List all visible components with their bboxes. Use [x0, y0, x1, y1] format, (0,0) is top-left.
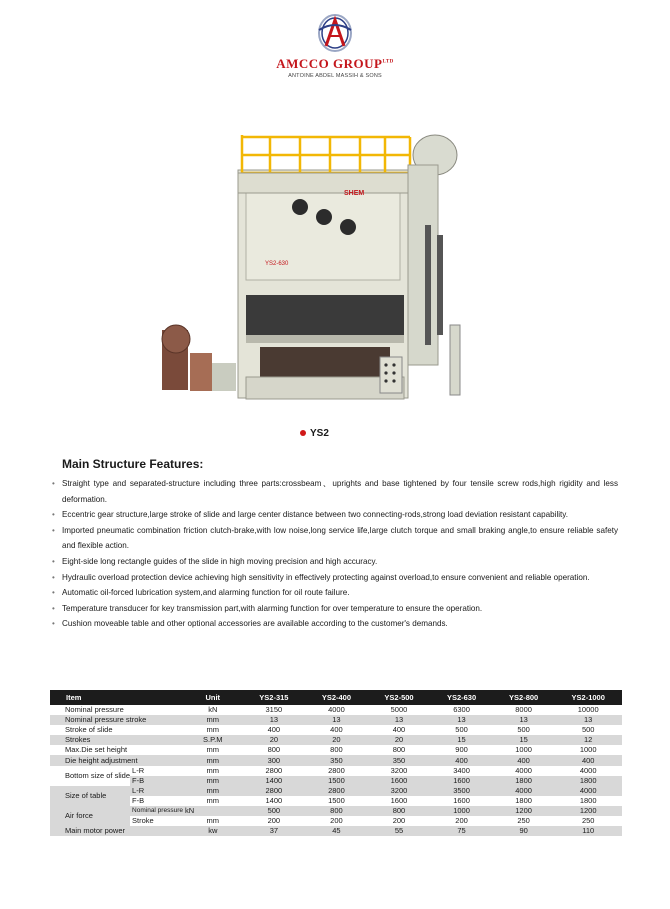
specs-table: [50, 690, 622, 836]
table-row: Bottom size of slide L-R mm 2800 2800 3200 3400 4000 4000: [50, 766, 622, 776]
feature-item: • Straight type and separated-structure including three parts:crossbeam、uprights and base tightened by four tensile screw rods,high rigidity and less deformation.: [52, 476, 618, 507]
header-model: YS2-500: [368, 690, 431, 705]
red-dot-icon: [300, 430, 306, 436]
bullet-icon: •: [52, 556, 55, 566]
table-row: Stroke of slide mm 400 400 400 500 500 500: [65, 725, 595, 735]
table-row: Nominal pressure stroke mm 13 13 13 13 13 13: [50, 715, 622, 725]
feature-item: • Imported pneumatic combination friction clutch-brake,with low noise,long service life,large clutch torque and small braking angle,to ensure reliable safety and flexible action.: [52, 523, 618, 554]
table-row: F-B mm 1400 1500 1600 1600 1800 1800: [132, 795, 597, 805]
feature-item: • Cushion moveable table and other optional accessories are available according to the customer's demands.: [52, 616, 618, 632]
features-list: [52, 476, 618, 632]
table-row: F-B mm 1400 1500 1600 1600 1800 1800: [50, 776, 622, 786]
feature-item: • Eccentric gear structure,large stroke of slide and large center distance between two connecting-rods,strong load deviation resistant capability.: [52, 507, 618, 523]
table-row: Die height adjustment mm 300 350 350 400 400 400: [50, 755, 622, 765]
bullet-icon: •: [52, 525, 55, 535]
header-item: Item: [50, 690, 183, 705]
bullet-icon: •: [52, 603, 55, 613]
brand-subtitle: ANTOINE ABDEL MASSIH & SONS: [288, 73, 382, 79]
machine-label-top: SHEM: [344, 190, 365, 197]
machine-label-side: YS2-630: [265, 261, 289, 267]
features-title: Main Structure Features:: [62, 457, 204, 471]
feature-item: • Temperature transducer for key transmission part,with alarming function for over temperature to ensure the operation.: [52, 601, 618, 617]
header-unit: Unit: [183, 690, 243, 705]
feature-item: • Eight-side long rectangle guides of the slide in high moving precision and high accuracy.: [52, 554, 618, 570]
table-row: Main motor power kw 37 45 55 75 90 110: [50, 826, 622, 836]
brand-name: AMCCO $GROUP^{LTD}$: [276, 56, 394, 71]
feature-item: • Hydraulic overload protection device achieving high sensitivity in effectively protecting against overload,to ensure convenient and reliable operation.: [52, 570, 618, 586]
feature-item: • Automatic oil-forced lubrication system,and alarming function for oil route failure.: [52, 585, 618, 601]
bullet-icon: •: [52, 572, 55, 582]
machine-caption: YS2: [300, 428, 329, 439]
top-railing: [242, 135, 410, 173]
specs-header-row: [50, 690, 622, 705]
bullet-icon: •: [52, 619, 55, 629]
table-row: Size of table L-R mm 2800 2800 3200 3500 4000 4000: [50, 786, 622, 796]
press-machine-image: [150, 125, 480, 415]
table-row: Stroke mm 200 200 200 200 250 250: [132, 816, 595, 826]
header-model: YS2-800: [493, 690, 555, 705]
table-row: Air force Nominal pressure kN 500 800 800 1000 1200 1200: [50, 806, 622, 816]
bullet-icon: •: [52, 510, 55, 520]
table-row: Strokes S.P.M 20 20 20 15 15 12: [50, 735, 622, 745]
header-model: YS2-1000: [554, 690, 622, 705]
table-row: Max.Die set height mm 800 800 800 900 1000 1000: [65, 745, 597, 755]
bullet-icon: •: [52, 479, 55, 488]
feeder-unit: [162, 325, 236, 391]
table-row: Nominal pressure kN 3150 4000 5000 6300 8000 10000: [65, 705, 599, 715]
header-model: YS2-315: [243, 690, 306, 705]
amcco-emblem-icon: [315, 12, 355, 54]
header-model: YS2-400: [305, 690, 368, 705]
brand-logo: [270, 12, 400, 82]
header-model: YS2-630: [430, 690, 493, 705]
bullet-icon: •: [52, 588, 55, 598]
